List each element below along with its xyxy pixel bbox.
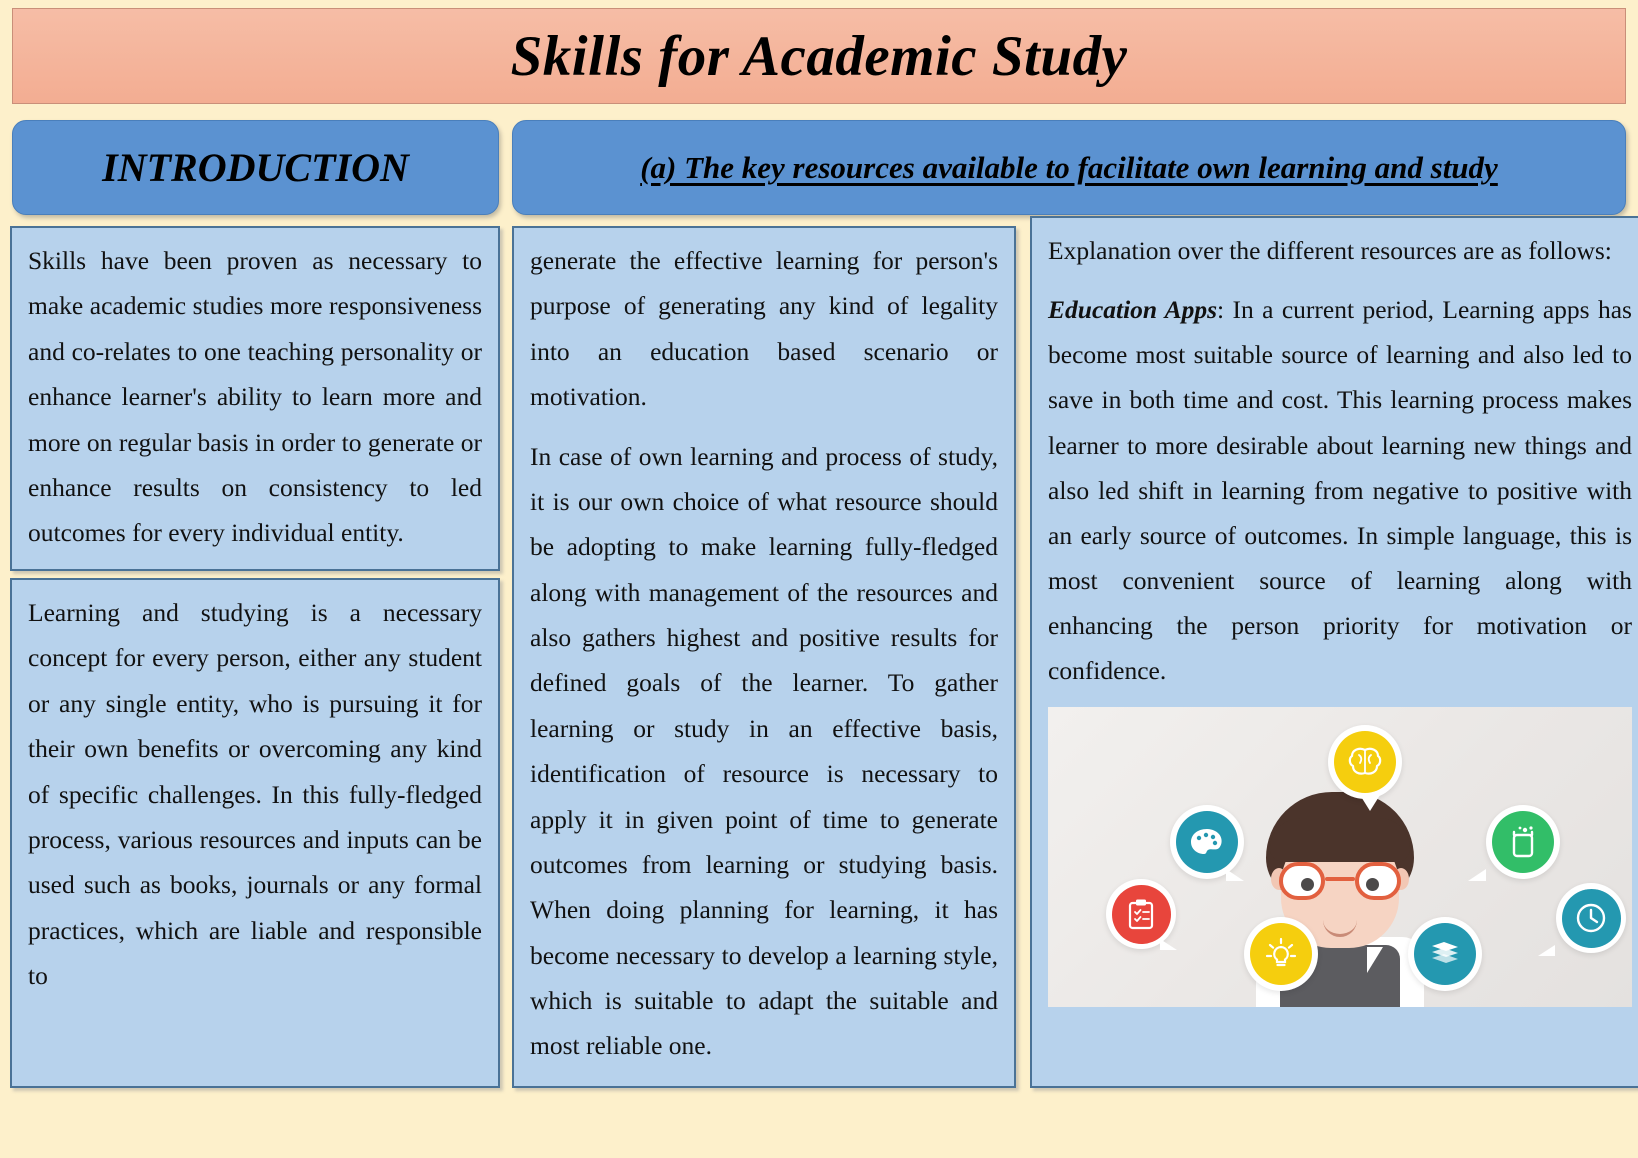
bubble-tail-palette bbox=[1226, 869, 1244, 881]
clipboard-checklist-icon bbox=[1112, 885, 1171, 944]
clock-icon-glyph bbox=[1575, 902, 1607, 934]
glasses-bridge bbox=[1325, 877, 1355, 881]
student-fringe bbox=[1270, 818, 1410, 862]
student-collar-right bbox=[1367, 947, 1383, 973]
content-box-key-resources-right bbox=[1030, 216, 1638, 1088]
glasses-lens-right bbox=[1355, 862, 1401, 900]
section-header-key-resources bbox=[512, 120, 1626, 215]
clock-icon bbox=[1562, 889, 1621, 948]
art-palette-icon-glyph bbox=[1189, 827, 1225, 857]
section-header-key-resources-label: (a) The key resources available to facilitate own learning and study bbox=[640, 149, 1498, 185]
paragraph-middle-2: In case of own learning and process of study, it is our own choice of what resource should be adopting to make learning fully-fledged along with management of the resources and also gathers highest and positive results for defined goals of the learner. To gather learning or study in an effective basis, identification of resource is necessary to apply it in given point of time to generate outcomes from learning or studying basis. When doing planning for learning, it has become necessary to develop a learning style, which is suitable to adapt the suitable and most reliable one. bbox=[530, 441, 998, 1061]
paragraph-right-2-body: : In a current period, Learning apps has become most suitable source of learning and also led to save in both time and cost. This learning process makes learner to more desirable about learning new things and also led shift in learning from negative to positive with an early source of outcomes. In simple language, this is most convenient source of learning along with enhancing the person priority for motivation or confidence. bbox=[1048, 295, 1632, 686]
bubble-tail-clipboard bbox=[1160, 939, 1177, 950]
brain-icon bbox=[1334, 731, 1396, 793]
bubble-tail-clock bbox=[1538, 945, 1555, 956]
content-box-intro-2 bbox=[10, 578, 500, 1088]
bubble-lightbulb bbox=[1244, 917, 1318, 991]
page-title: Skills for Academic Study bbox=[510, 24, 1128, 88]
bubble-tail-beaker bbox=[1468, 869, 1486, 881]
illustration-student-learning bbox=[1048, 707, 1632, 1007]
beaker-icon bbox=[1492, 811, 1554, 873]
content-box-intro-1 bbox=[10, 226, 500, 571]
student-pupil-left bbox=[1301, 878, 1314, 891]
paragraph-right-2 bbox=[1048, 287, 1632, 693]
glasses-lens-left bbox=[1279, 862, 1325, 900]
books-icon bbox=[1414, 923, 1476, 985]
paragraph-right-1: Explanation over the different resources are as follows: bbox=[1048, 236, 1612, 265]
brain-icon-glyph bbox=[1347, 746, 1383, 778]
paragraph-intro-2: Learning and studying is a necessary concept for every person, either any student or any single entity, who is pursuing it for their own benefits or overcoming any kind of specific challenges. In this fully-fledged process, various resources and inputs can be used such as books, journals or any formal practices, which are liable and responsible to bbox=[28, 598, 482, 990]
document-title-banner bbox=[12, 8, 1626, 104]
beaker-icon-glyph bbox=[1507, 825, 1539, 859]
section-header-introduction bbox=[12, 120, 499, 215]
bubble-brain bbox=[1328, 725, 1402, 799]
paragraph-middle-1: generate the effective learning for person's purpose of generating any kind of legality into an education based scenario or motivation. bbox=[530, 246, 998, 412]
bubble-tail-brain bbox=[1360, 795, 1380, 811]
bubble-palette bbox=[1170, 805, 1244, 879]
bubble-beaker bbox=[1486, 805, 1560, 879]
bubble-books bbox=[1408, 917, 1482, 991]
art-palette-icon bbox=[1176, 811, 1238, 873]
section-header-introduction-label: INTRODUCTION bbox=[102, 145, 409, 190]
paragraph-intro-1: Skills have been proven as necessary to make academic studies more responsiveness and co-relates to one teaching personality or enhance learner's ability to learn more and more on regular basis in order to generate or enhance results on consistency to led outcomes for every individual entity. bbox=[28, 246, 482, 548]
content-box-key-resources-middle bbox=[512, 226, 1016, 1088]
lightbulb-icon-glyph bbox=[1264, 937, 1298, 971]
clipboard-checklist-icon-glyph bbox=[1127, 898, 1155, 930]
lightbulb-icon bbox=[1250, 923, 1312, 985]
glasses-icon bbox=[1277, 862, 1403, 900]
books-icon-glyph bbox=[1428, 938, 1462, 970]
bubble-clock bbox=[1556, 883, 1626, 953]
lead-in-education-apps: Education Apps bbox=[1048, 295, 1217, 325]
student-pupil-right bbox=[1366, 878, 1379, 891]
